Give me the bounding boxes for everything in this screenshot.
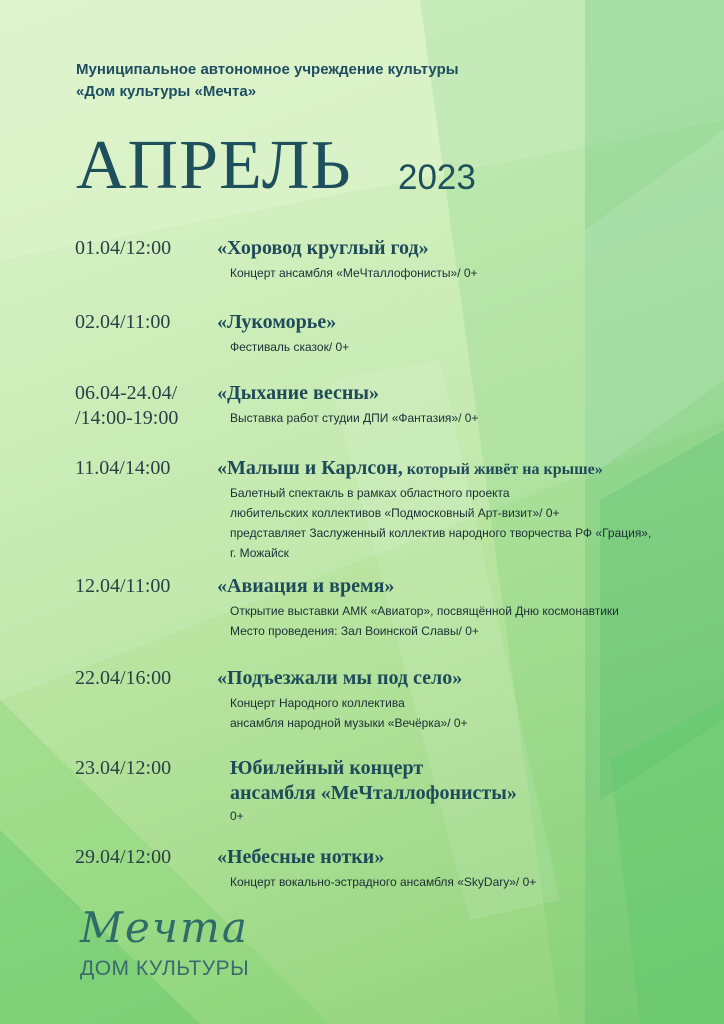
event-title: «Малыш и Карлсон, который живёт на крыше»	[217, 457, 603, 479]
event-title: «Хоровод круглый год»	[217, 237, 429, 259]
event-description: 0+	[230, 809, 244, 823]
event-title: «Подъезжали мы под село»	[217, 667, 463, 689]
event-date: 29.04/12:00	[75, 846, 172, 868]
event-description: Концерт вокально-эстрадного ансамбля «SkyDary»/ 0+	[230, 875, 537, 889]
event-description: Фестиваль сказок/ 0+	[230, 340, 350, 354]
event-date: 12.04/11:00	[75, 575, 171, 597]
organization-name	[76, 59, 459, 103]
event-date: 02.04/11:00	[75, 311, 171, 333]
logo-subtitle: ДОМ КУЛЬТУРЫ	[80, 957, 250, 980]
org-line-1: Муниципальное автономное учреждение культуры	[76, 61, 459, 78]
event-date: 11.04/14:00	[75, 457, 171, 479]
event-description: Балетный спектакль в рамках областного проекта любительских коллективов «Подмосковный Арт-визит»/ 0+ представляет Заслуженный коллектив народного творчества РФ «Грация», г. Можайск	[230, 486, 652, 560]
event-description: Выставка работ студии ДПИ «Фантазия»/ 0+	[230, 411, 479, 425]
org-line-2: «Дом культуры «Мечта»	[76, 83, 257, 100]
event-date: 01.04/12:00	[75, 237, 172, 259]
event-title: Юбилейный концерт ансамбля «МеЧталлофонисты»	[230, 757, 517, 804]
event-description: Концерт ансамбля «МеЧталлофонисты»/ 0+	[230, 266, 478, 280]
event-title: «Лукоморье»	[217, 311, 337, 333]
event-date: 06.04-24.04/ /14:00-19:00	[75, 382, 179, 429]
event-date: 22.04/16:00	[75, 667, 172, 689]
event-title: «Небесные нотки»	[217, 846, 385, 868]
event-description: Открытие выставки АМК «Авиатор», посвящённой Дню космонавтики Место проведения: Зал Воинской Славы/ 0+	[230, 604, 619, 638]
event-date: 23.04/12:00	[75, 757, 172, 779]
event-title: «Дыхание весны»	[217, 382, 379, 404]
event-title: «Авиация и время»	[217, 575, 395, 597]
month-title: АПРЕЛЬ	[76, 127, 352, 204]
logo	[80, 905, 249, 981]
year: 2023	[398, 158, 476, 197]
logo-script: Мечта	[80, 903, 249, 952]
event-description: Концерт Народного коллектива ансамбля народной музыки «Вечёрка»/ 0+	[230, 696, 468, 730]
